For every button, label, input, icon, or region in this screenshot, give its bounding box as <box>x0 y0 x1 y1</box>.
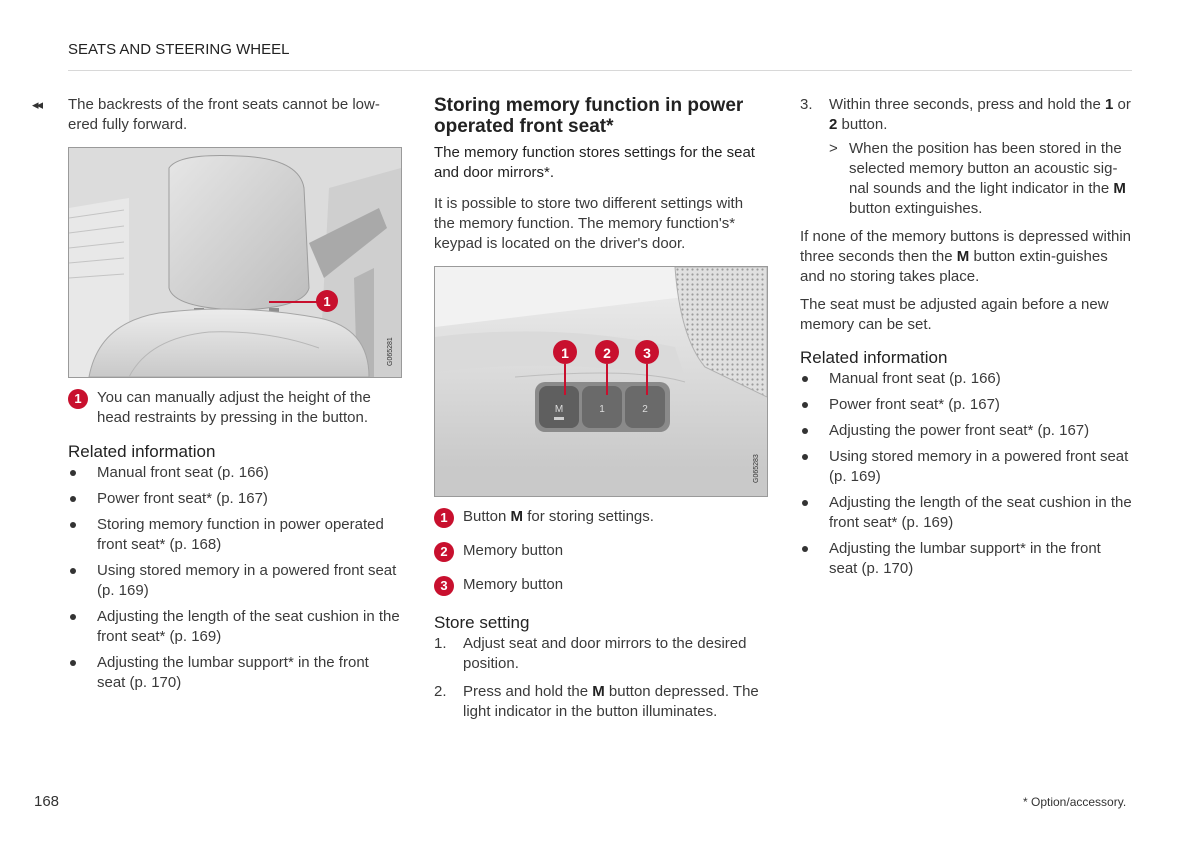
steps-list <box>434 634 767 722</box>
figure-marker-1: 1 <box>561 345 569 361</box>
related-link[interactable]: Manual front seat (p. 166) <box>68 463 400 483</box>
related-link[interactable]: Power front seat* (p. 167) <box>800 395 1132 415</box>
bullet-icon <box>802 454 808 460</box>
callout-text: You can manually adjust the height of the head restraints by pressing in the button. <box>97 389 371 426</box>
paragraph: The seat must be adjusted again before a new memory can be set. <box>800 296 1109 333</box>
figure-marker-3: 3 <box>643 345 651 361</box>
step-result: > When the position has been stored in the selected memory button an acoustic sig-nal sounds and the light indicator in the M button extinguishes. <box>829 140 1126 217</box>
bullet-icon <box>802 500 808 506</box>
paragraph: If none of the memory buttons is depressed within three seconds then the M button extin-guishes and no storing takes place. <box>800 228 1132 285</box>
callout-2 <box>434 541 767 562</box>
callout-number: 1 <box>68 389 88 409</box>
page-number: 168 <box>34 793 60 810</box>
callout-text: Memory button <box>463 542 564 559</box>
steps-list-continued <box>800 95 1132 219</box>
back-arrows-icon: ◂◂ <box>32 97 42 112</box>
figure-code: G065283 <box>753 454 760 483</box>
step-item: 2. Press and hold the M button depressed. The light indicator in the button illuminates. <box>434 683 759 720</box>
related-list <box>800 369 1132 579</box>
headrest-figure <box>68 147 402 378</box>
callout-number: 2 <box>434 542 454 562</box>
keypad-key-2: 2 <box>642 404 648 415</box>
column-1 <box>32 95 400 699</box>
related-link[interactable]: Power front seat* (p. 167) <box>68 489 400 509</box>
bullet-icon <box>70 470 76 476</box>
callout-text: Button M for storing settings. <box>463 508 654 525</box>
bullet-icon <box>70 522 76 528</box>
related-heading: Related information <box>800 348 948 367</box>
figure-code: G065281 <box>387 337 394 366</box>
bullet-icon <box>802 546 808 552</box>
running-header: SEATS AND STEERING WHEEL <box>68 41 290 58</box>
intro-text: The backrests of the front seats cannot be low-ered fully forward. <box>68 96 380 133</box>
callout-number: 1 <box>434 508 454 528</box>
keypad-illustration <box>435 267 767 496</box>
header-rule <box>68 70 1132 71</box>
result-arrow-icon: > <box>829 140 838 157</box>
related-link[interactable]: Adjusting the lumbar support* in the front seat (p. 170) <box>800 539 1132 579</box>
bullet-icon <box>802 428 808 434</box>
bullet-icon <box>70 614 76 620</box>
keypad-key-1: 1 <box>599 404 605 415</box>
bullet-icon <box>70 496 76 502</box>
bullet-icon <box>802 402 808 408</box>
related-link[interactable]: Adjusting the lumbar support* in the front seat (p. 170) <box>68 653 400 693</box>
store-setting-heading: Store setting <box>434 613 530 632</box>
memory-keypad-figure <box>434 266 768 497</box>
callout-1 <box>434 507 767 528</box>
callout-1 <box>68 388 400 428</box>
callout-3 <box>434 575 767 596</box>
bullet-icon <box>802 376 808 382</box>
column-2 <box>434 95 767 730</box>
headrest-illustration <box>69 148 401 377</box>
related-link[interactable]: Manual front seat (p. 166) <box>800 369 1132 389</box>
related-list <box>68 463 400 693</box>
related-heading: Related information <box>68 442 216 461</box>
keypad-key-m: M <box>554 404 564 415</box>
column-3 <box>800 95 1132 585</box>
bullet-icon <box>70 568 76 574</box>
related-link[interactable]: Using stored memory in a powered front seat (p. 169) <box>68 561 400 601</box>
figure-marker-2: 2 <box>603 345 611 361</box>
section-title: Storing memory function in power operated front seat* <box>434 95 744 137</box>
bullet-icon <box>70 660 76 666</box>
section-body: It is possible to store two different settings with the memory function. The memory function's* keypad is located on the driver's door. <box>434 195 744 252</box>
related-link[interactable]: Adjusting the length of the seat cushion in the front seat* (p. 169) <box>68 607 400 647</box>
callout-number: 3 <box>434 576 454 596</box>
step-item: 1. Adjust seat and door mirrors to the desired position. <box>434 635 747 672</box>
footnote: * Option/accessory. <box>1023 795 1127 809</box>
related-link[interactable]: Using stored memory in a powered front seat (p. 169) <box>800 447 1132 487</box>
figure-marker-1: 1 <box>323 294 331 309</box>
section-lead: The memory function stores settings for the seat and door mirrors*. <box>434 144 755 181</box>
related-link[interactable]: Adjusting the power front seat* (p. 167) <box>800 421 1132 441</box>
related-link[interactable]: Adjusting the length of the seat cushion in the front seat* (p. 169) <box>800 493 1132 533</box>
related-link[interactable]: Storing memory function in power operated front seat* (p. 168) <box>68 515 400 555</box>
callout-text: Memory button <box>463 576 564 593</box>
step-item: 3. Within three seconds, press and hold the 1 or 2 button. > When the position has been stored in the selected memory button an acoustic sig-nal sounds and the light indicator in the M button extinguishes. <box>800 96 1131 217</box>
